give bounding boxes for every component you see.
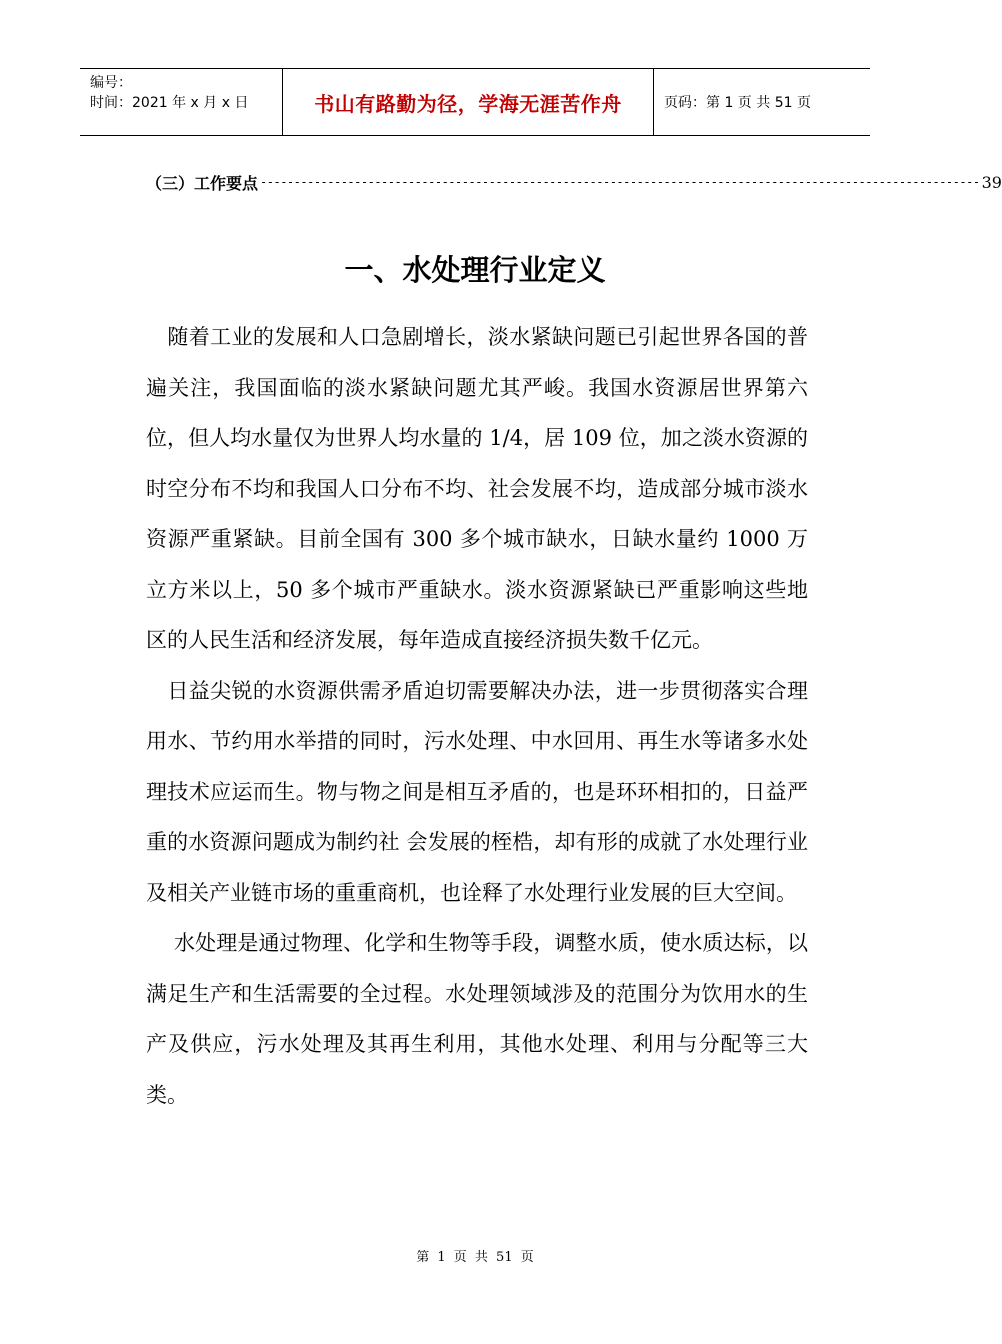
paragraph: 随着工业的发展和人口急剧增长，淡水紧缺问题已引起世界各国的普遍关注，我国面临的淡水紧缺问题尤其严峻。我国水资源居世界第六位，但人均水量仅为世界人均水量的 1/4，居 109 位，加之淡水资源的时空分布不均和我国人口分布不均、社会发展不均，造成部分城市淡水资源严重紧缺。目前全国有 300 多个城市缺水，日缺水量约 1000 万立方米以上，50 多个城市严重缺水。淡水资源紧缺已严重影响这些地区的人民生活和经济发展，每年造成直接经济损失数千亿元。	[146, 325, 808, 652]
header-page-info: 页码：第 1 页 共 51 页	[664, 95, 811, 111]
section-heading: 一、水处理行业定义	[344, 253, 606, 287]
toc-entry[interactable]	[146, 170, 1002, 194]
number-label: 编号：	[90, 75, 132, 91]
toc-leader: -----------------------------------------------------------------------------------------------------------	[260, 175, 980, 189]
document-header	[80, 68, 870, 136]
page-footer: 第 1 页 共 51 页	[416, 1250, 534, 1265]
paragraph: 日益尖锐的水资源供需矛盾迫切需要解决办法，进一步贯彻落实合理用水、节约用水举措的同时，污水处理、中水回用、再生水等诸多水处理技术应运而生。物与物之间是相互矛盾的，也是环环相扣的，日益严重的水资源问题成为制约社 会发展的桎梏，却有形的成就了水处理行业及相关产业链市场的重重商机，也诠释了水处理行业发展的巨大空间。	[146, 678, 808, 905]
time-label: 时间：2021 年 x 月 x 日	[90, 95, 249, 111]
section-body	[146, 312, 808, 1120]
header-motto: 书山有路勤为径，学海无涯苦作舟	[282, 69, 654, 135]
toc-entry-label: （三）工作要点	[146, 173, 259, 193]
paragraph: 水处理是通过物理、化学和生物等手段，调整水质，使水质达标，以满足生产和生活需要的全过程。水处理领域涉及的范围分为饮用水的生产及供应，污水处理及其再生利用，其他水处理、利用与分配等三大类。	[146, 931, 808, 1107]
header-meta	[80, 69, 282, 135]
toc-entry-page: 39	[981, 172, 1002, 192]
